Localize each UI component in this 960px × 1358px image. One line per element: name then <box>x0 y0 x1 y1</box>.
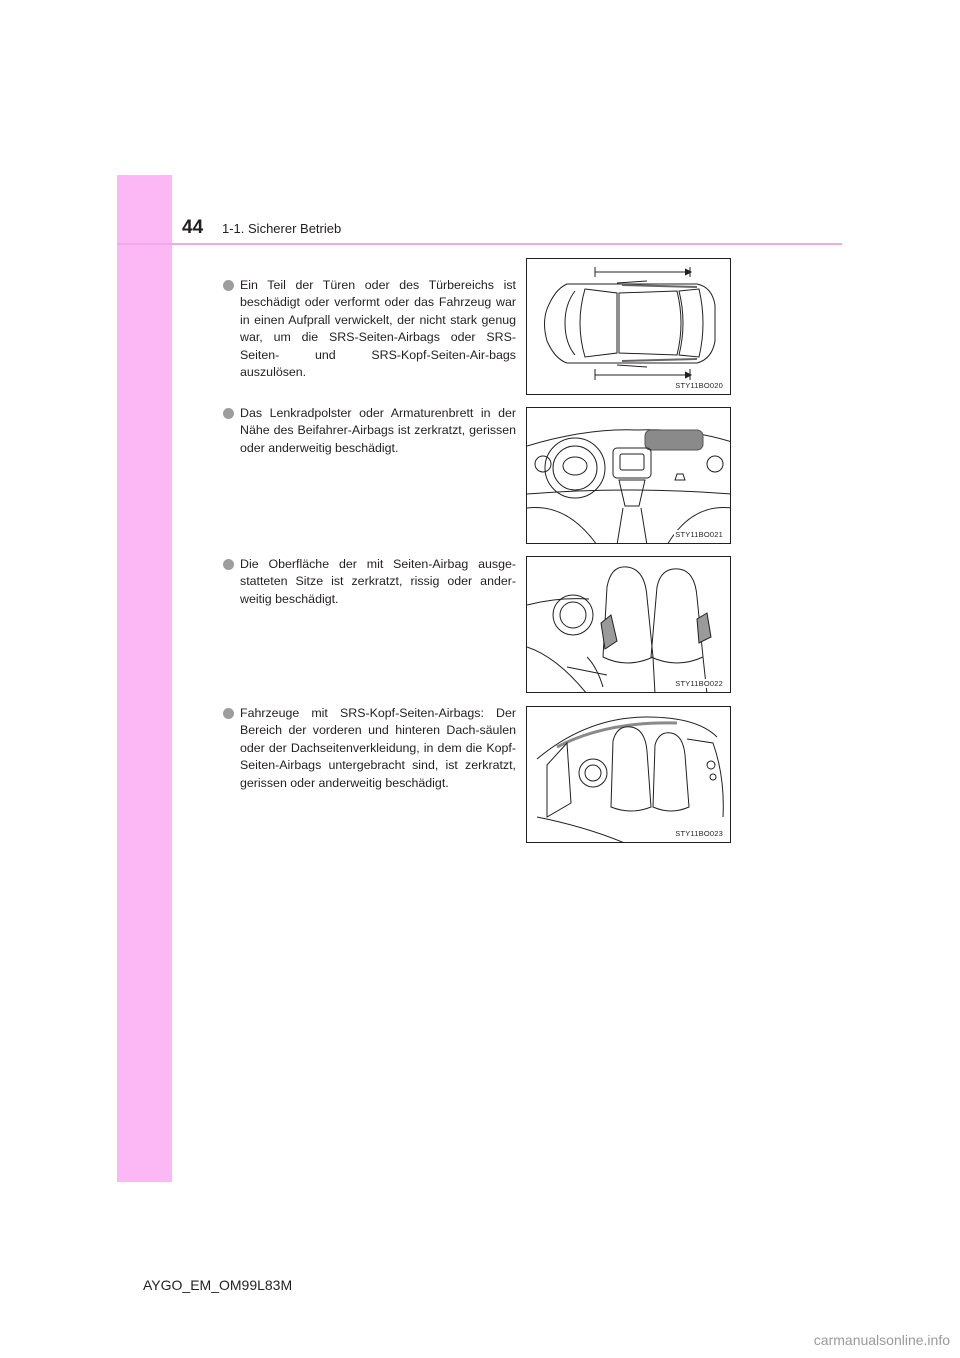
bullet-item-1 <box>222 277 516 381</box>
bullet-icon <box>223 708 234 719</box>
header-divider <box>117 243 842 245</box>
figure-code: STY11BO023 <box>675 829 723 838</box>
bullet-icon <box>223 408 234 419</box>
figure-front-seats <box>526 556 731 693</box>
bullet-item-4 <box>222 705 516 792</box>
top-view-car-illustration <box>527 259 731 395</box>
figure-code: STY11BO020 <box>675 381 723 390</box>
figure-cabin-side <box>526 706 731 843</box>
bullet-text-1: Ein Teil der Türen oder des Türbereichs ist beschädigt oder verformt oder das Fahrzeug war in einen Aufprall verwickelt, der nicht stark genug war, um die SRS-Seiten-Airbags oder SRS-Seiten- und SRS-Kopf-Seiten-Air-bags auszulösen. <box>240 278 516 380</box>
figure-top-view-car <box>526 258 731 395</box>
figure-code: STY11BO022 <box>675 679 723 688</box>
page-number: 44 <box>182 217 204 238</box>
cabin-side-illustration <box>527 707 731 843</box>
document-code: AYGO_EM_OM99L83M <box>143 1277 293 1293</box>
bullet-icon <box>223 559 234 570</box>
watermark: carmanualsonline.info <box>813 1332 950 1348</box>
figure-dashboard <box>526 407 731 544</box>
bullet-text-2: Das Lenkradpolster oder Armaturenbrett in der Nähe des Beifahrer-Airbags ist zerkratzt, gerissen oder anderweitig beschädigt. <box>240 406 516 455</box>
bullet-text-3: Die Oberfläche der mit Seiten-Airbag ausge-statteten Sitze ist zerkratzt, rissig oder ander-weitig beschädigt. <box>240 557 516 606</box>
chapter-sidebar <box>117 175 172 1182</box>
figure-code: STY11BO021 <box>675 530 723 539</box>
bullet-item-3 <box>222 556 516 608</box>
dashboard-illustration <box>527 408 731 544</box>
bullet-item-2 <box>222 405 516 457</box>
front-seats-illustration <box>527 557 731 693</box>
bullet-icon <box>223 280 234 291</box>
section-title: 1-1. Sicherer Betrieb <box>222 221 342 236</box>
bullet-text-4: Fahrzeuge mit SRS-Kopf-Seiten-Airbags: Der Bereich der vorderen und hinteren Dach-säulen oder der Dachseitenverkleidung, in dem die Kopf-Seiten-Airbags untergebracht sind, ist zerkratzt, gerissen oder anderweitig beschädigt. <box>240 706 516 790</box>
